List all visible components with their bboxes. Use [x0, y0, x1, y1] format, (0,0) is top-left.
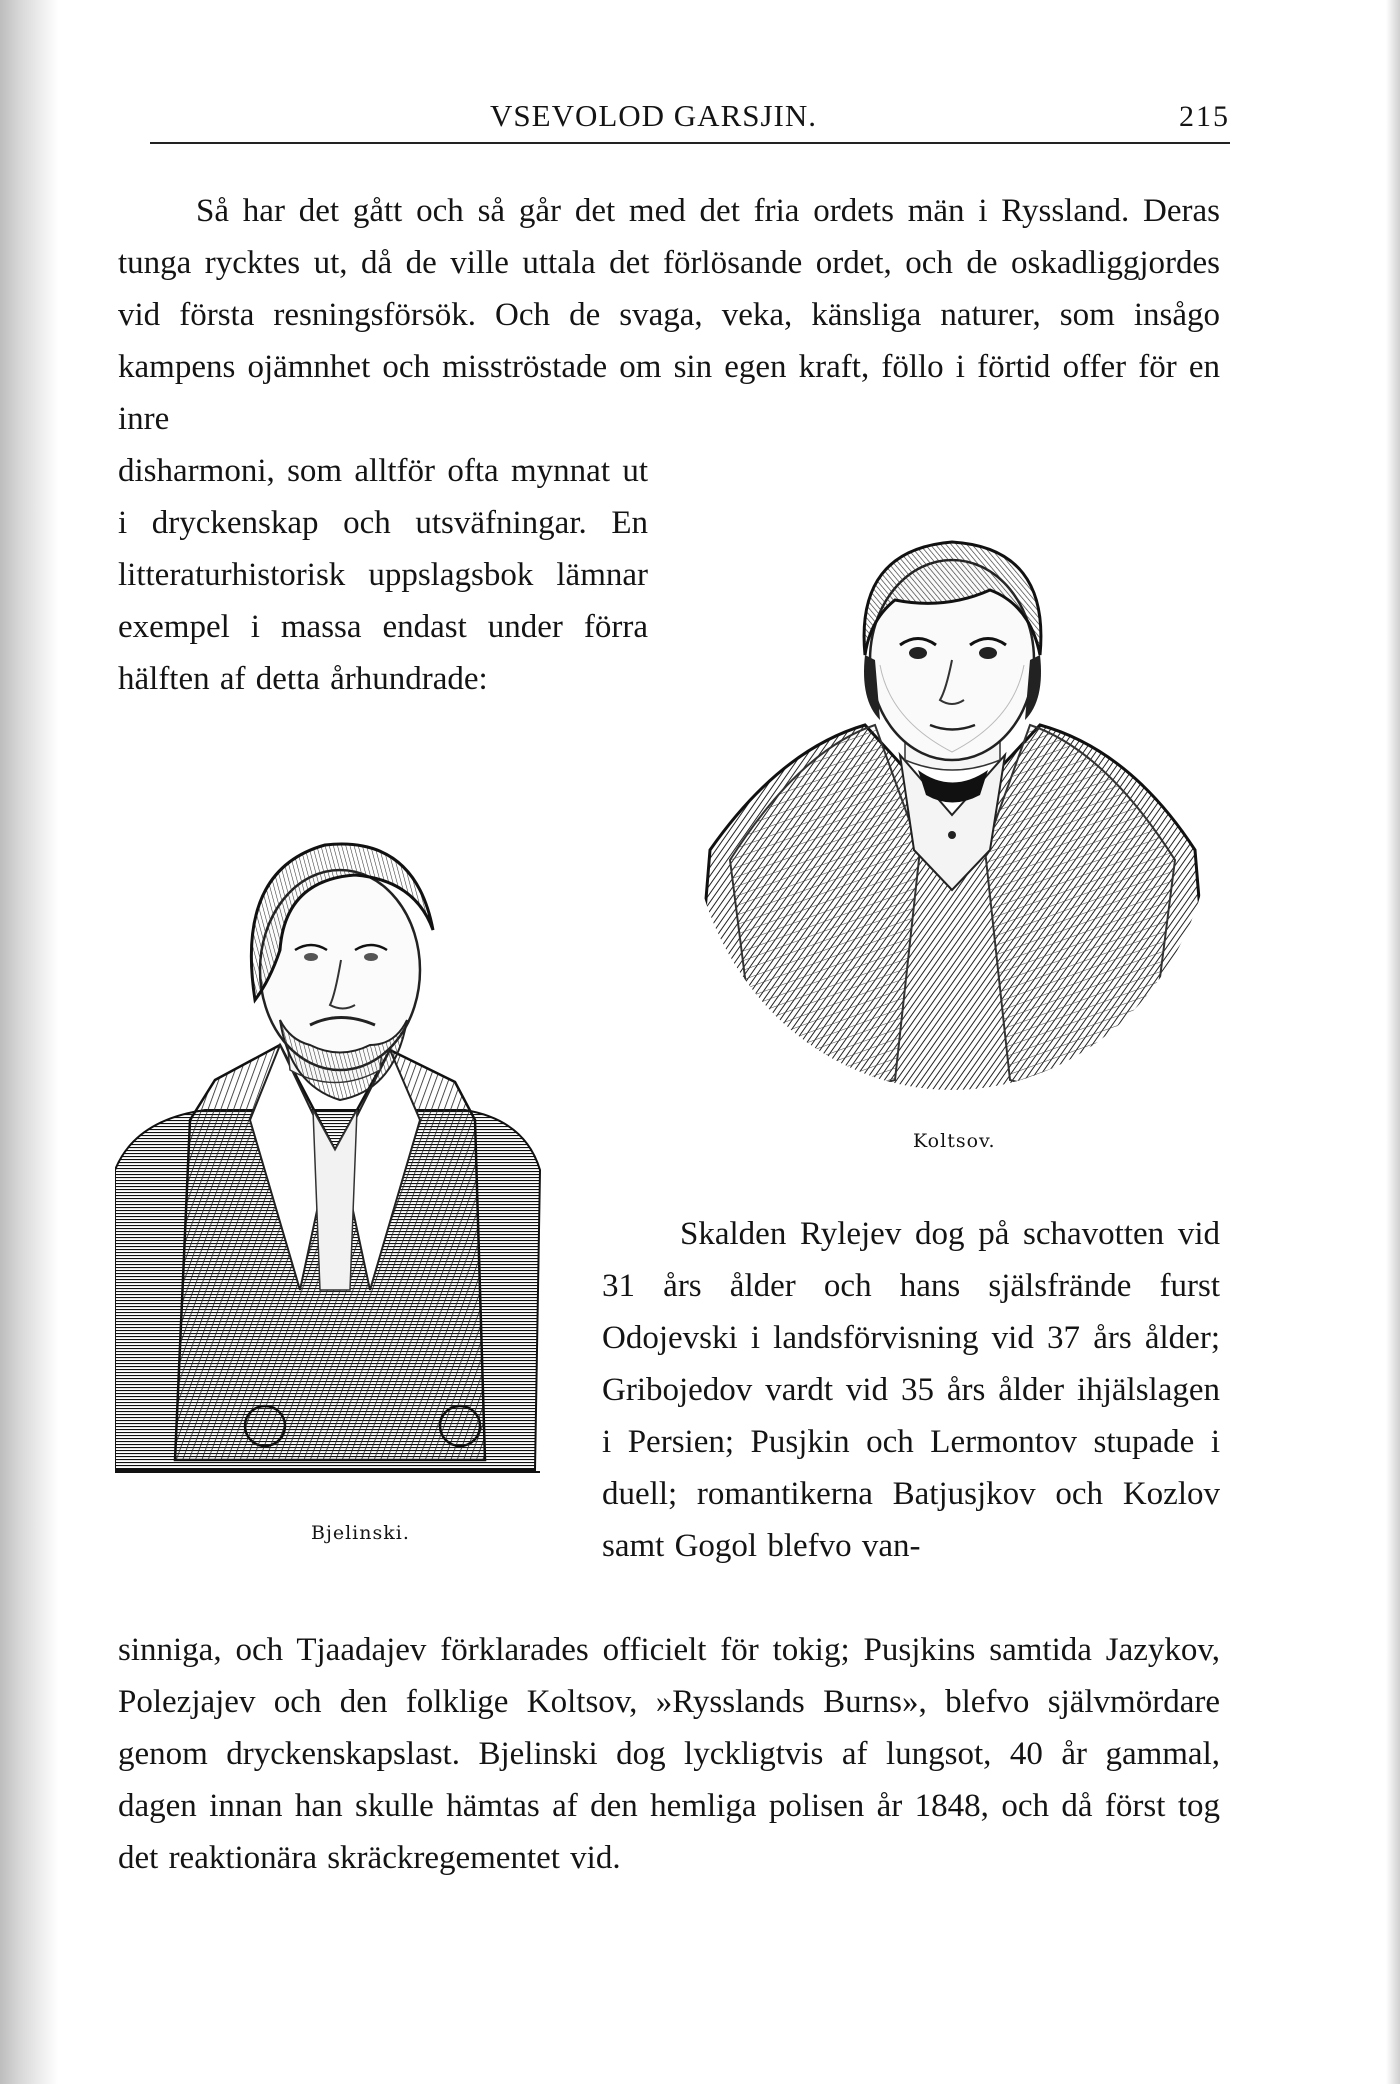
page-number: 215 — [1179, 100, 1230, 133]
paragraph-poets-continued: sinniga, och Tjaadajev förklarades officielt för tokig; Pusjkins samtida Jazykov, Polezjajev och den folklige Koltsov, »Rysslands Burns», blefvo självmördare genom dryckenskapslast. Bjelinski dog lyckligtvis af lungsot, 40 år gammal, dagen innan han skulle hämtas af den hemliga polisen år 1848, och då först tog det reaktionära skräckregementet vid. — [118, 1632, 1220, 1876]
koltsov-portrait — [690, 520, 1215, 1095]
running-title: VSEVOLOD GARSJIN. — [490, 98, 818, 133]
koltsov-caption: Koltsov. — [913, 1130, 996, 1152]
bjelinski-bust — [115, 820, 555, 1488]
paragraph-poets: Skalden Rylejev dog på schavotten vid 31 års ålder och hans själsfrände furst Odojevski i landsförvisning vid 37 års ålder; Gribojedov vardt vid 35 års ålder ihjälslagen i Persien; Pusjkin och Lermontov stupade i duell; romantikerna Batjusjkov och Kozlov samt Gogol blefvo van- — [602, 1216, 1220, 1564]
page-header — [150, 94, 1230, 144]
bjelinski-caption: Bjelinski. — [311, 1522, 410, 1544]
paragraph-intro-continued: disharmoni, som alltför ofta mynnat ut i dryckenskap och utsväfningar. En litteraturhistorisk uppslagsbok lämnar exempel i massa endast under förra hälften af detta århundrade: — [118, 453, 648, 697]
page-binding-shadow — [0, 0, 58, 2084]
page-edge-shadow — [1386, 0, 1400, 2084]
paragraph-intro: Så har det gått och så går det med det fria ordets män i Ryssland. Deras tunga rycktes ut, då de ville uttala det förlösande ordet, och de oskadliggjordes vid första resningsförsök. Och de svaga, veka, känsliga naturer, som insågo kampens ojämnhet och misströstade om sin egen kraft, föllo i förtid offer för en inre — [118, 193, 1220, 437]
